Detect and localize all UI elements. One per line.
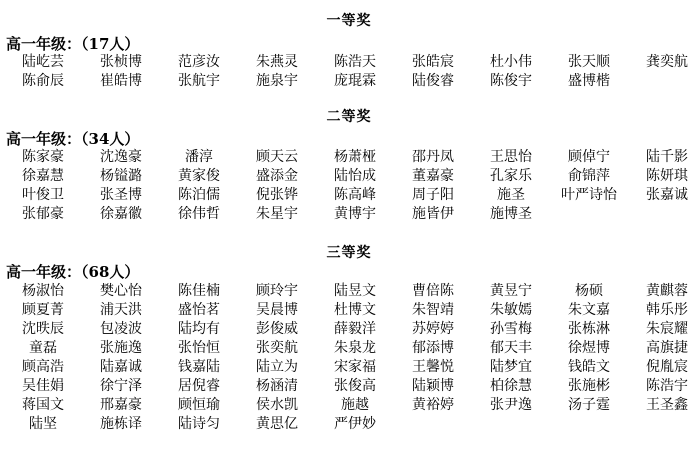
student-name: 张奕航 <box>256 340 298 356</box>
student-name: 陈高峰 <box>334 187 376 203</box>
student-name: 张施逸 <box>100 340 142 356</box>
student-name: 盛添金 <box>256 168 298 184</box>
student-name: 杨硕 <box>575 283 603 299</box>
student-name: 张皓宸 <box>412 54 454 70</box>
student-name: 陆坚 <box>29 416 57 432</box>
student-name: 崔皓博 <box>100 73 142 89</box>
student-name: 薛毅洋 <box>334 321 376 337</box>
student-name: 张航宇 <box>178 73 220 89</box>
student-name: 盛怡茗 <box>178 302 220 318</box>
student-name: 陈浩宇 <box>646 378 688 394</box>
name-row <box>0 282 698 301</box>
student-name: 朱文嘉 <box>568 302 610 318</box>
student-name: 施圣 <box>497 187 525 203</box>
student-name: 浦天洪 <box>100 302 142 318</box>
student-name: 顾夏菁 <box>22 302 64 318</box>
student-name: 蒋国文 <box>22 397 64 413</box>
student-name: 孙雪梅 <box>490 321 532 337</box>
student-name: 钱嘉陆 <box>178 359 220 375</box>
student-name: 徐嘉慧 <box>22 168 64 184</box>
student-name: 陈佳楠 <box>178 283 220 299</box>
student-name: 范彦汝 <box>178 54 220 70</box>
student-name: 顾天云 <box>256 149 298 165</box>
student-name: 张圣博 <box>100 187 142 203</box>
student-name: 杨淑怡 <box>22 283 64 299</box>
name-row <box>0 167 698 186</box>
student-name: 汤子霆 <box>568 397 610 413</box>
name-row <box>0 339 698 358</box>
name-row <box>0 205 698 224</box>
student-name: 朱敏嫣 <box>490 302 532 318</box>
student-name: 陈俊宇 <box>490 73 532 89</box>
student-name: 吴晨博 <box>256 302 298 318</box>
student-name: 朱泉龙 <box>334 340 376 356</box>
student-name: 郁天丰 <box>490 340 532 356</box>
student-name: 陆怡成 <box>334 168 376 184</box>
student-name: 陈家豪 <box>22 149 64 165</box>
student-name: 陆梦宜 <box>490 359 532 375</box>
name-row <box>0 148 698 167</box>
student-name: 黄家俊 <box>178 168 220 184</box>
award-title-third: 三等奖 <box>326 245 372 261</box>
student-name: 王馨悦 <box>412 359 454 375</box>
student-name: 朱燕灵 <box>256 54 298 70</box>
student-name: 邢嘉豪 <box>100 397 142 413</box>
student-name: 陈俞辰 <box>22 73 64 89</box>
student-name: 居倪睿 <box>178 378 220 394</box>
grade-label-second: 高一年级：（34人） <box>6 130 140 148</box>
student-name: 朱智靖 <box>412 302 454 318</box>
student-name: 沈逸豪 <box>100 149 142 165</box>
student-name: 包凌波 <box>100 321 142 337</box>
student-name: 陈浩天 <box>334 54 376 70</box>
student-name: 张桢博 <box>100 54 142 70</box>
name-row <box>0 377 698 396</box>
student-name: 庞琨霖 <box>334 73 376 89</box>
student-name: 张俊高 <box>334 378 376 394</box>
name-grid-first <box>0 53 698 91</box>
student-name: 盛博楷 <box>568 73 610 89</box>
student-name: 朱宸耀 <box>646 321 688 337</box>
student-name: 高旗捷 <box>646 340 688 356</box>
student-name: 徐嘉徽 <box>100 206 142 222</box>
name-row <box>0 186 698 205</box>
student-name: 周子阳 <box>412 187 454 203</box>
award-title-second: 二等奖 <box>326 109 372 125</box>
name-row <box>0 53 698 72</box>
student-name: 张尹逸 <box>490 397 532 413</box>
student-name: 顾高浩 <box>22 359 64 375</box>
student-name: 施泉宇 <box>256 73 298 89</box>
student-name: 陈妍琪 <box>646 168 688 184</box>
award-title-first: 一等奖 <box>326 13 372 29</box>
student-name: 施皆伊 <box>412 206 454 222</box>
name-grid-third <box>0 282 698 434</box>
student-name: 王圣鑫 <box>646 397 688 413</box>
student-name: 张郁豪 <box>22 206 64 222</box>
student-name: 陆千影 <box>646 149 688 165</box>
student-name: 陆屹芸 <box>22 54 64 70</box>
student-name: 陆嘉诚 <box>100 359 142 375</box>
student-name: 倪张铧 <box>256 187 298 203</box>
student-name: 宋家福 <box>334 359 376 375</box>
student-name: 张栋淋 <box>568 321 610 337</box>
student-name: 黄博宇 <box>334 206 376 222</box>
student-name: 钱皓文 <box>568 359 610 375</box>
student-name: 徐煜博 <box>568 340 610 356</box>
student-name: 张天顺 <box>568 54 610 70</box>
student-name: 孔家乐 <box>490 168 532 184</box>
student-name: 顾恒瑜 <box>178 397 220 413</box>
name-row <box>0 301 698 320</box>
student-name: 张嘉诚 <box>646 187 688 203</box>
student-name: 叶俊卫 <box>22 187 64 203</box>
student-name: 黄麒蓉 <box>646 283 688 299</box>
name-row <box>0 72 698 91</box>
student-name: 童磊 <box>29 340 57 356</box>
student-name: 杨涵清 <box>256 378 298 394</box>
student-name: 倪胤宸 <box>646 359 688 375</box>
student-name: 韩乐彤 <box>646 302 688 318</box>
student-name: 叶严诗怡 <box>561 187 617 203</box>
student-name: 侯水凯 <box>256 397 298 413</box>
student-name: 黄思亿 <box>256 416 298 432</box>
student-name: 杜小伟 <box>490 54 532 70</box>
student-name: 陆昱文 <box>334 283 376 299</box>
grade-label-third: 高一年级：（68人） <box>6 263 140 281</box>
student-name: 吴佳娟 <box>22 378 64 394</box>
student-name: 张施彬 <box>568 378 610 394</box>
student-name: 徐伟哲 <box>178 206 220 222</box>
student-name: 曹倍陈 <box>412 283 454 299</box>
student-name: 苏婷婷 <box>412 321 454 337</box>
student-name: 黄裕婷 <box>412 397 454 413</box>
student-name: 杨萧桠 <box>334 149 376 165</box>
student-name: 黄昱宁 <box>490 283 532 299</box>
student-name: 张怡恒 <box>178 340 220 356</box>
name-row <box>0 415 698 434</box>
student-name: 沈昳辰 <box>22 321 64 337</box>
student-name: 杜博文 <box>334 302 376 318</box>
name-row <box>0 396 698 415</box>
grade-label-first: 高一年级：（17人） <box>6 35 140 53</box>
student-name: 王思怡 <box>490 149 532 165</box>
student-name: 严伊妙 <box>334 416 376 432</box>
name-grid-second <box>0 148 698 224</box>
student-name: 陆颖博 <box>412 378 454 394</box>
student-name: 龚奕航 <box>646 54 688 70</box>
student-name: 柏徐慧 <box>490 378 532 394</box>
student-name: 彭俊威 <box>256 321 298 337</box>
student-name: 徐宁泽 <box>100 378 142 394</box>
student-name: 樊心怡 <box>100 283 142 299</box>
student-name: 陆俊睿 <box>412 73 454 89</box>
student-name: 俞锦萍 <box>568 168 610 184</box>
student-name: 施博圣 <box>490 206 532 222</box>
student-name: 董嘉豪 <box>412 168 454 184</box>
student-name: 杨镒潞 <box>100 168 142 184</box>
student-name: 陆立为 <box>256 359 298 375</box>
student-name: 邵丹凤 <box>412 149 454 165</box>
student-name: 顾倬宁 <box>568 149 610 165</box>
student-name: 陆均有 <box>178 321 220 337</box>
student-name: 陈泊儒 <box>178 187 220 203</box>
name-row <box>0 358 698 377</box>
name-row <box>0 320 698 339</box>
student-name: 施栋译 <box>100 416 142 432</box>
student-name: 施越 <box>341 397 369 413</box>
student-name: 陆诗匀 <box>178 416 220 432</box>
student-name: 顾玲宇 <box>256 283 298 299</box>
student-name: 潘淳 <box>185 149 213 165</box>
student-name: 郁添博 <box>412 340 454 356</box>
student-name: 朱星宇 <box>256 206 298 222</box>
